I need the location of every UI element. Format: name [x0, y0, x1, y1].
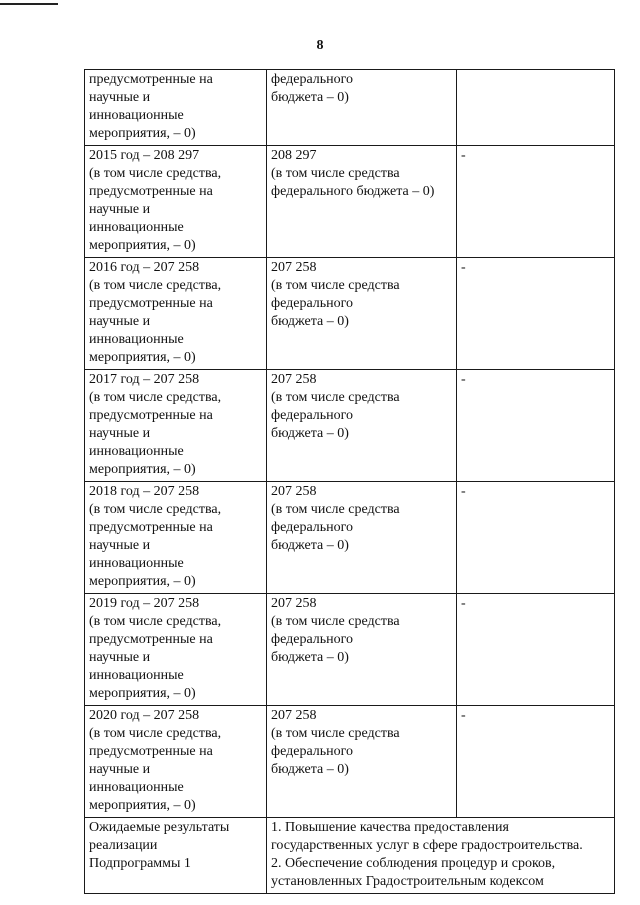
- cell-other-funding: -: [457, 146, 615, 258]
- table-row-2016: [85, 258, 615, 370]
- table-row-2020: [85, 706, 615, 818]
- corner-scan-mark: [0, 3, 58, 5]
- table-row-continued: [85, 70, 615, 146]
- cell-total-funding: 2018 год – 207 258 (в том числе средства, предусмотренные на научные и инновационные мероприятия, – 0): [85, 482, 267, 594]
- table-row-expected-results: [85, 818, 615, 894]
- cell-federal-funding: 208 297 (в том числе средства федерального бюджета – 0): [267, 146, 457, 258]
- cell-federal-funding: 207 258 (в том числе средства федерального бюджета – 0): [267, 370, 457, 482]
- table-row-2015: [85, 146, 615, 258]
- cell-other-funding: -: [457, 482, 615, 594]
- cell-federal-funding: федерального бюджета – 0): [267, 70, 457, 146]
- table-row-2018: [85, 482, 615, 594]
- cell-total-funding: предусмотренные на научные и инновационные мероприятия, – 0): [85, 70, 267, 146]
- cell-other-funding: -: [457, 258, 615, 370]
- funding-table: [84, 69, 615, 894]
- table-row-2017: [85, 370, 615, 482]
- cell-other-funding: [457, 70, 615, 146]
- cell-total-funding: 2017 год – 207 258 (в том числе средства, предусмотренные на научные и инновационные мероприятия, – 0): [85, 370, 267, 482]
- cell-other-funding: -: [457, 706, 615, 818]
- page-number: 8: [316, 38, 324, 53]
- table-row-2019: [85, 594, 615, 706]
- cell-federal-funding: 207 258 (в том числе средства федерального бюджета – 0): [267, 706, 457, 818]
- cell-federal-funding: 207 258 (в том числе средства федерального бюджета – 0): [267, 482, 457, 594]
- cell-total-funding: 2020 год – 207 258 (в том числе средства, предусмотренные на научные и инновационные мероприятия, – 0): [85, 706, 267, 818]
- cell-total-funding: 2016 год – 207 258 (в том числе средства, предусмотренные на научные и инновационные мероприятия, – 0): [85, 258, 267, 370]
- cell-results-text: 1. Повышение качества предоставления государственных услуг в сфере градостроительства. 2. Обеспечение соблюдения процедур и сроков, установленных Градостроительным кодексом: [267, 818, 615, 894]
- cell-total-funding: 2015 год – 208 297 (в том числе средства, предусмотренные на научные и инновационные мероприятия, – 0): [85, 146, 267, 258]
- cell-total-funding: 2019 год – 207 258 (в том числе средства, предусмотренные на научные и инновационные мероприятия, – 0): [85, 594, 267, 706]
- cell-federal-funding: 207 258 (в том числе средства федерального бюджета – 0): [267, 258, 457, 370]
- cell-results-label: Ожидаемые результаты реализации Подпрограммы 1: [85, 818, 267, 894]
- cell-other-funding: -: [457, 594, 615, 706]
- cell-other-funding: -: [457, 370, 615, 482]
- cell-federal-funding: 207 258 (в том числе средства федерального бюджета – 0): [267, 594, 457, 706]
